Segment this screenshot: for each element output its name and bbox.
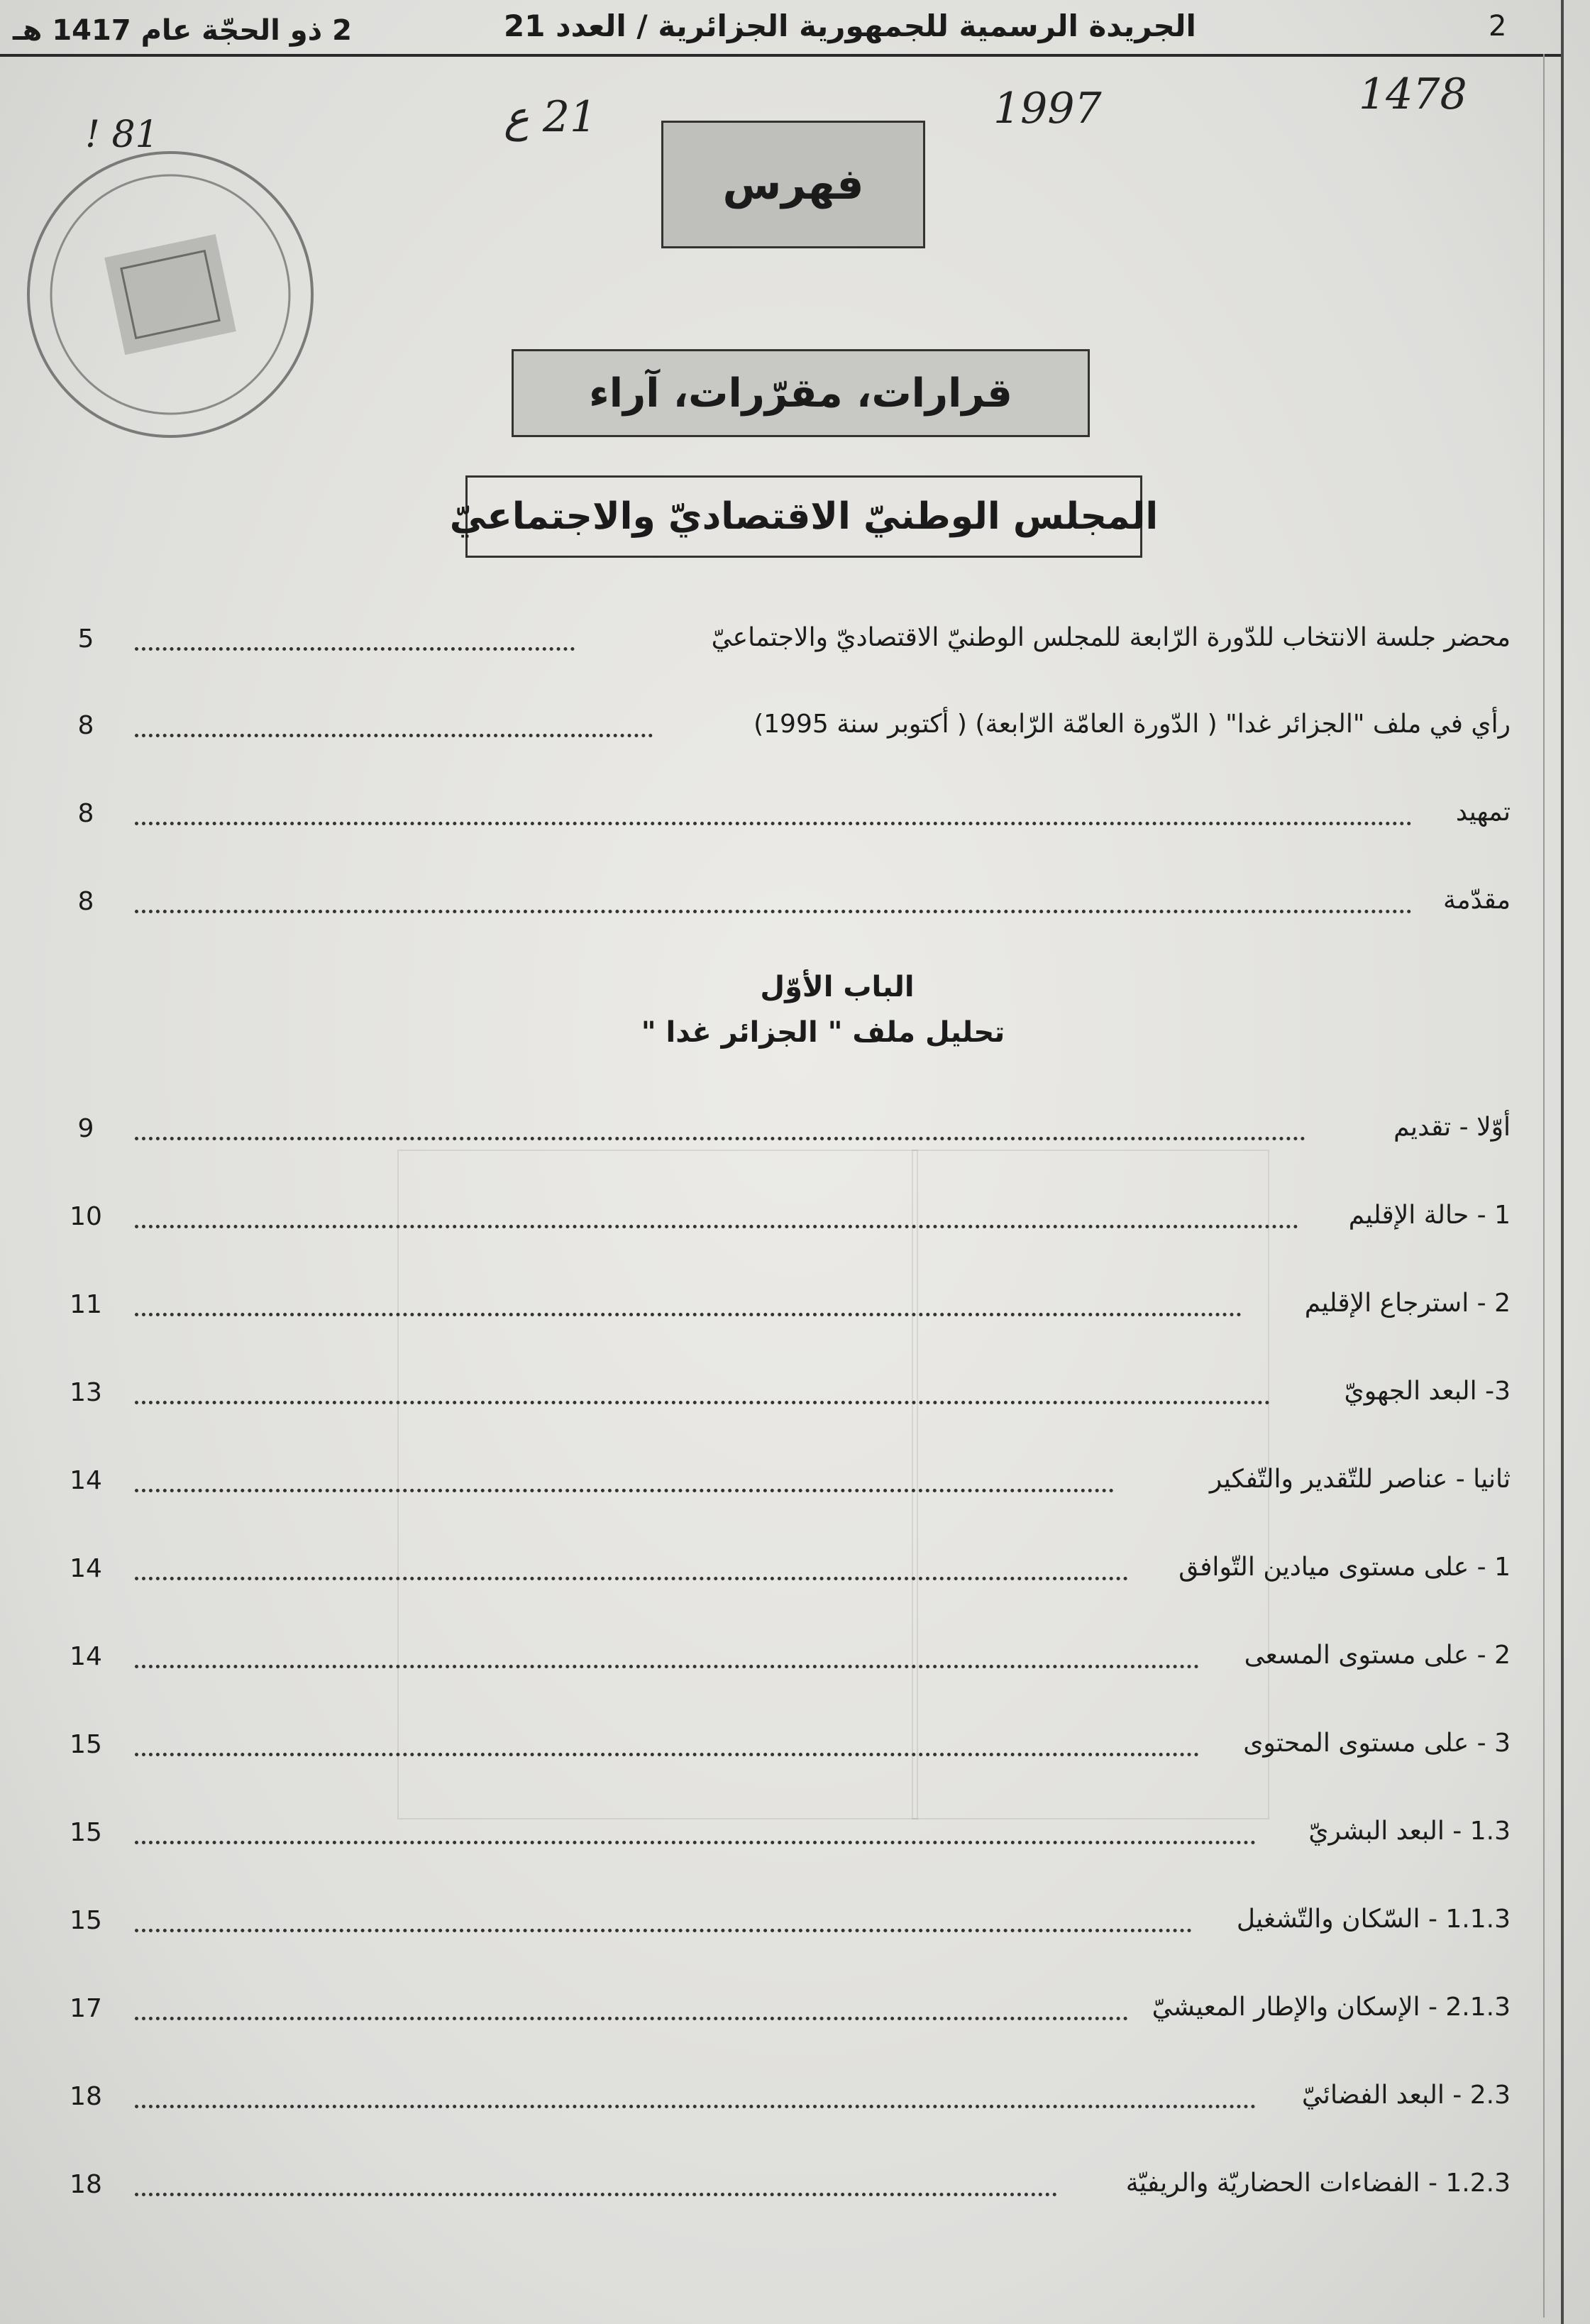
- gazette-header: [0, 0, 1561, 57]
- toc-entry[interactable]: [0, 1465, 1590, 1507]
- toc-entry-title: محضر جلسة الانتخاب للدّورة الرّابعة للمجلس الوطنيّ الاقتصاديّ والاجتماعيّ: [711, 623, 1511, 652]
- toc-entry-title: 1.2.3 - الفضاءات الحضاريّة والريفيّة: [1125, 2169, 1511, 2198]
- toc-entry-title: 2.1.3 - الإسكان والإطار المعيشيّ: [1152, 1993, 1511, 2022]
- toc-entry-title: 2.3 - البعد الفضائيّ: [1301, 2081, 1511, 2110]
- toc-page-number: 17: [70, 1994, 102, 2023]
- toc-entry-title: 1.3 - البعد البشريّ: [1308, 1817, 1511, 1846]
- page-border-inner: [1543, 54, 1545, 2318]
- library-stamp: [21, 142, 319, 447]
- toc-entry-title: 1.1.3 - السّكان والتّشغيل: [1236, 1905, 1511, 1934]
- toc-entry-title: 1 - حالة الإقليم: [1348, 1201, 1511, 1230]
- dot-leader: [135, 822, 1412, 825]
- page-border: [1561, 0, 1564, 2324]
- dot-leader: [135, 1577, 1128, 1580]
- header-date: 2 ذو الحجّة عام 1417 هـ: [13, 14, 352, 47]
- handwritten-issue: 21 ع: [504, 92, 597, 142]
- toc-entry-title: 3- البعد الجهويّ: [1344, 1377, 1511, 1406]
- toc-page-number: 5: [77, 624, 94, 654]
- toc-page-number: 11: [70, 1290, 102, 1319]
- toc-entry[interactable]: [0, 1641, 1590, 1683]
- toc-entry[interactable]: [0, 710, 1590, 752]
- dot-leader: [135, 2017, 1128, 2020]
- section-heading: قرارات، مقرّرات، آراء: [512, 349, 1090, 437]
- toc-entry[interactable]: [0, 1817, 1590, 1859]
- toc-page-number: 15: [70, 1906, 102, 1935]
- toc-entry-title: تمهيد: [1455, 798, 1511, 827]
- toc-entry[interactable]: [0, 2081, 1590, 2123]
- toc-page-number: 14: [70, 1642, 102, 1671]
- toc-entry[interactable]: [0, 1289, 1590, 1331]
- toc-entry-title: مقدّمة: [1443, 886, 1511, 915]
- toc-entry[interactable]: [0, 1905, 1590, 1947]
- toc-page-number: 18: [70, 2082, 102, 2111]
- toc-entry-title: ثانيا - عناصر للتّقدير والتّفكير: [1209, 1465, 1511, 1494]
- toc-entry[interactable]: [0, 623, 1590, 666]
- toc-entry[interactable]: [0, 1993, 1590, 2035]
- handwritten-number: 1478: [1359, 70, 1467, 119]
- toc-entry[interactable]: [0, 1201, 1590, 1243]
- header-title: الجريدة الرسمية للجمهورية الجزائرية / العدد 21: [504, 9, 1196, 43]
- toc-page-number: 18: [70, 2170, 102, 2199]
- dot-leader: [135, 734, 653, 737]
- toc-entry[interactable]: [0, 1377, 1590, 1419]
- dot-leader: [135, 1489, 1114, 1492]
- dot-leader: [135, 910, 1412, 913]
- toc-entry[interactable]: [0, 2169, 1590, 2211]
- toc-page-number: 14: [70, 1466, 102, 1495]
- dot-leader: [135, 1665, 1199, 1668]
- dot-leader: [135, 2105, 1256, 2108]
- toc-page-number: 8: [77, 711, 94, 740]
- handwritten-mark: 81 !: [85, 114, 159, 156]
- toc-page-number: 8: [77, 799, 94, 828]
- toc-entry-title: أوّلا - تقديم: [1393, 1113, 1511, 1142]
- dot-leader: [135, 1753, 1199, 1756]
- dot-leader: [135, 2193, 1057, 2196]
- dot-leader: [135, 1137, 1305, 1140]
- toc-page-number: 13: [70, 1378, 102, 1407]
- toc-entry-title: 2 - على مستوى المسعى: [1244, 1641, 1511, 1670]
- toc-entry[interactable]: [0, 1729, 1590, 1771]
- dot-leader: [135, 1225, 1298, 1228]
- council-heading: المجلس الوطنيّ الاقتصاديّ والاجتماعيّ: [465, 475, 1142, 558]
- toc-entry-title: 3 - على مستوى المحتوى: [1243, 1729, 1511, 1758]
- toc-page-number: 15: [70, 1730, 102, 1759]
- toc-page-number: 10: [70, 1202, 102, 1231]
- toc-entry[interactable]: [0, 798, 1590, 840]
- toc-entry-title: رأي في ملف "الجزائر غدا" ( الدّورة العامّة الرّابعة) ( أكتوبر سنة 1995): [753, 710, 1511, 739]
- toc-entry[interactable]: [0, 1113, 1590, 1155]
- toc-page-number: 8: [77, 887, 94, 916]
- toc-page-number: 15: [70, 1818, 102, 1847]
- chapter-title: تحليل ملف " الجزائر غدا ": [641, 1016, 1005, 1049]
- dot-leader: [135, 1313, 1242, 1316]
- toc-entry[interactable]: [0, 886, 1590, 928]
- toc-page-number: 14: [70, 1554, 102, 1583]
- dot-leader: [135, 1401, 1270, 1404]
- dot-leader: [135, 647, 575, 651]
- chapter-label: الباب الأوّل: [760, 971, 915, 1003]
- dot-leader: [135, 1929, 1192, 1932]
- index-heading: فهرس: [661, 121, 925, 248]
- toc-entry[interactable]: [0, 1553, 1590, 1595]
- toc-entry-title: 1 - على مستوى ميادين التّوافق: [1178, 1553, 1511, 1582]
- dot-leader: [135, 1841, 1256, 1844]
- toc-page-number: 9: [77, 1114, 94, 1143]
- header-page-number: 2: [1489, 10, 1507, 43]
- toc-entry-title: 2 - استرجاع الإقليم: [1304, 1289, 1511, 1318]
- handwritten-year: 1997: [993, 84, 1102, 133]
